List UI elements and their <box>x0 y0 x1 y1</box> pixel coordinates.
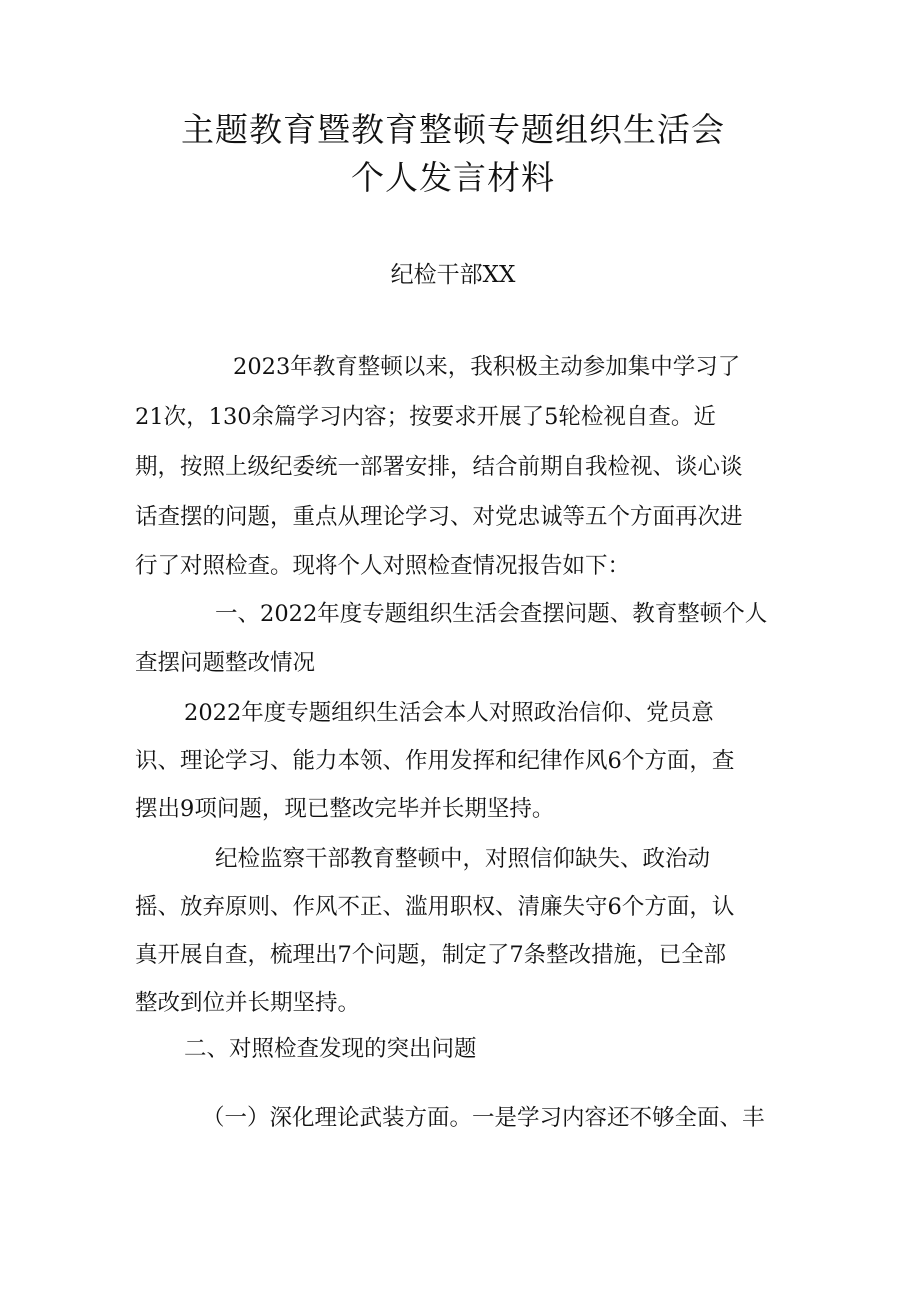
paragraph-line: 摇、放弃原则、作风不正、滥用职权、清廉失守6个方面，认 <box>135 894 735 920</box>
paragraph-line: 期，按照上级纪委统一部署安排，结合前期自我检视、谈心谈 <box>135 454 743 480</box>
paragraph-line: 真开展自查，梳理出7个问题，制定了7条整改措施，已全部 <box>135 942 727 968</box>
paragraph-line: 识、理论学习、能力本领、作用发挥和纪律作风6个方面，查 <box>135 748 735 774</box>
document-author: 纪检干部XX <box>390 262 516 288</box>
document-title-line-2: 个人发言材料 <box>351 158 555 197</box>
section-heading-line: 查摆问题整改情况 <box>135 650 316 676</box>
paragraph-line: 21次，130余篇学习内容；按要求开展了5轮检视自查。近 <box>135 404 716 430</box>
paragraph-line: 纪检监察干部教育整顿中，对照信仰缺失、政治动 <box>215 846 711 872</box>
document-title-line-1: 主题教育暨教育整顿专题组织生活会 <box>181 110 725 149</box>
paragraph-line: 话查摆的问题，重点从理论学习、对党忠诚等五个方面再次进 <box>135 504 743 530</box>
subsection-heading-line: （一）深化理论武装方面。一是学习内容还不够全面、丰 <box>202 1105 765 1131</box>
section-heading-line: 一、2022年度专题组织生活会查摆问题、教育整顿个人 <box>215 601 768 627</box>
paragraph-line: 整改到位并长期坚持。 <box>135 990 361 1016</box>
paragraph-line: 行了对照检查。现将个人对照检查情况报告如下： <box>135 553 631 579</box>
section-heading-line: 二、对照检查发现的突出问题 <box>184 1036 477 1062</box>
paragraph-line: 摆出9项问题，现已整改完毕并长期坚持。 <box>135 796 555 822</box>
paragraph-line: 2022年度专题组织生活会本人对照政治信仰、党员意 <box>184 700 714 726</box>
paragraph-line: 2023年教育整顿以来，我积极主动参加集中学习了 <box>233 354 741 380</box>
